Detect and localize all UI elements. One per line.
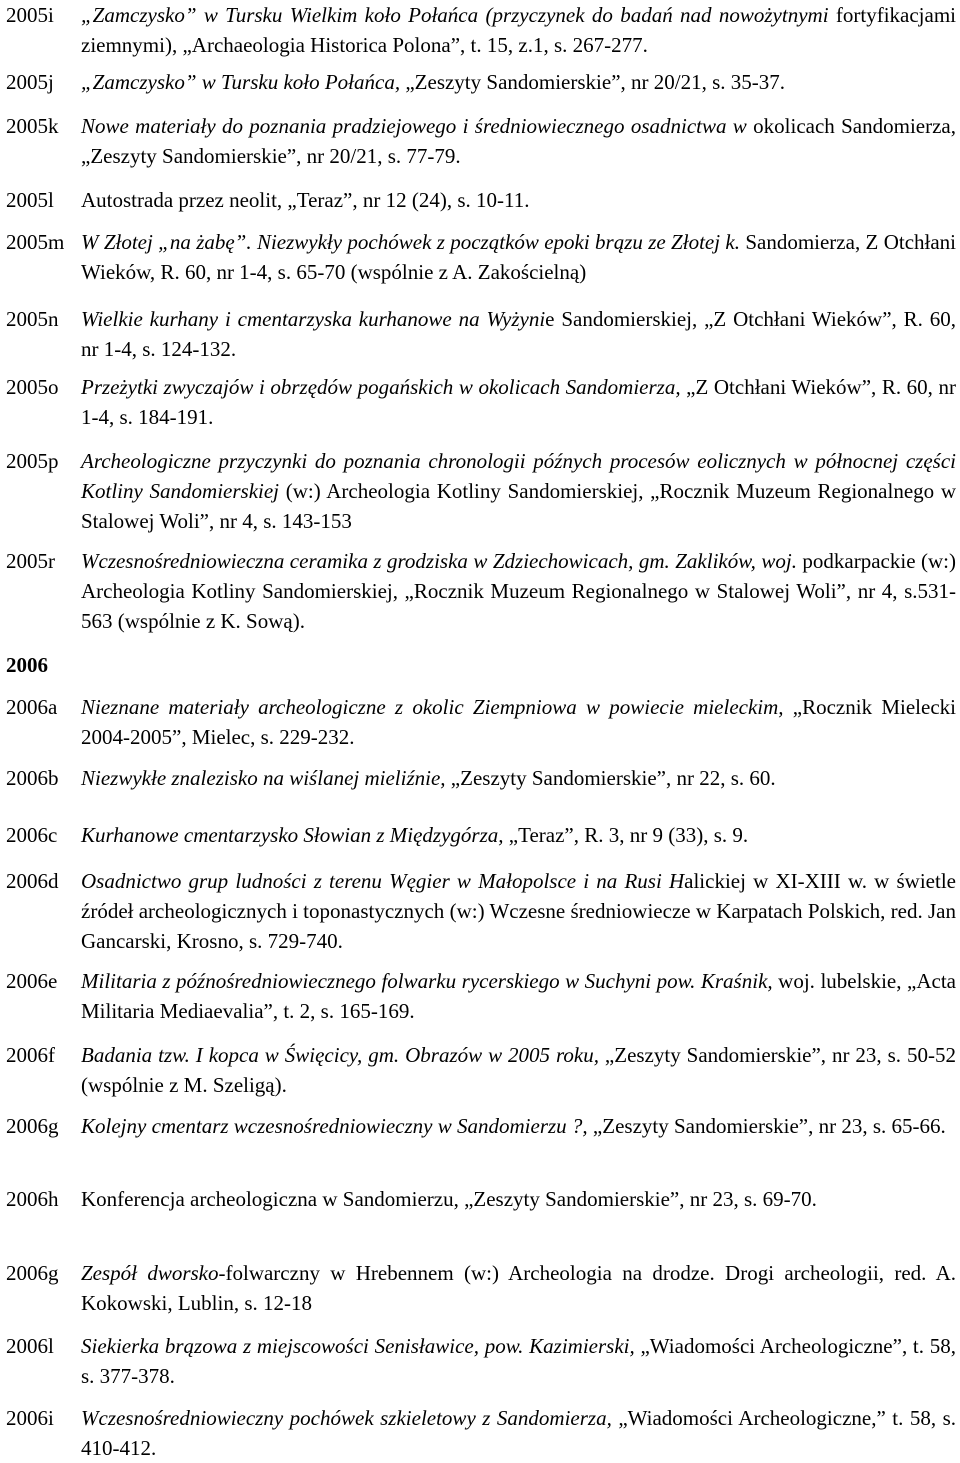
entry-source: Autostrada przez neolit, „Teraz”, nr 12 (24), s. 10-11. xyxy=(81,188,530,212)
entry-title: Przeżytki zwyczajów i obrzędów pogańskich w okolicach Sandomierza, xyxy=(81,375,681,399)
entry-2005j xyxy=(6,67,956,97)
entry-2005k xyxy=(6,111,956,171)
entry-text xyxy=(81,0,956,60)
year-heading: 2006 xyxy=(6,653,48,677)
entry-code: 2005k xyxy=(6,114,59,138)
entry-text xyxy=(81,820,956,850)
entry-text xyxy=(81,446,956,536)
entry-title: Siekierka brązowa z miejscowości Senisławice, pow. Kazimierski, xyxy=(81,1334,635,1358)
entry-code: 2005n xyxy=(6,307,59,331)
entry-source: okolicach Sandomierza, „Zeszyty Sandomierskie”, nr 20/21, s. 77-79. xyxy=(81,114,956,168)
entry-title: „Zamczysko” w Tursku koło Połańca, xyxy=(81,70,401,94)
entry-title: Osadnictwo grup ludności z terenu Węgier w Małopolsce i na Rusi H xyxy=(81,869,685,893)
entry-code: 2005l xyxy=(6,188,54,212)
entry-source: „Zeszyty Sandomierskie”, nr 23, s. 65-66. xyxy=(587,1114,946,1138)
entry-text xyxy=(81,1331,956,1391)
entry-2005l xyxy=(6,185,956,215)
entry-source: podkarpackie (w:) Archeologia Kotliny Sandomierskiej, „Rocznik Muzeum Regionalnego w Stalowej Woli”, nr 4, s.531-563 (wspólnie z K. Sową). xyxy=(81,549,956,633)
entry-2006l xyxy=(6,1331,956,1391)
entry-text xyxy=(81,372,956,432)
entry-title: „Zamczysko” w Tursku Wielkim koło Połańca (przyczynek do badań nad nowożytnymi xyxy=(81,3,829,27)
entry-text xyxy=(81,304,956,364)
entry-source: „Rocznik Mielecki 2004-2005”, Mielec, s. 229-232. xyxy=(81,695,956,749)
entry-2006i xyxy=(6,1403,956,1463)
entry-2006h xyxy=(6,1184,956,1214)
entry-code: 2006h xyxy=(6,1187,59,1211)
entry-source: „Zeszyty Sandomierskie”, nr 23, s. 50-52 (wspólnie z M. Szeligą). xyxy=(81,1043,957,1097)
entry-title: Wczesnośredniowieczna ceramika z grodziska w Zdziechowicach, gm. Zaklików, woj. xyxy=(81,549,797,573)
entry-text xyxy=(81,966,956,1026)
entry-text xyxy=(81,1040,956,1100)
entry-source: „Zeszyty Sandomierskie”, nr 22, s. 60. xyxy=(445,766,776,790)
entry-source: Sandomierza, Z Otchłani Wieków, R. 60, nr 1-4, s. 65-70 (wspólnie z A. Zakościelną) xyxy=(81,230,957,284)
entry-2005n xyxy=(6,304,956,364)
entry-code: 2005o xyxy=(6,375,59,399)
entry-text xyxy=(81,67,956,97)
entry-text xyxy=(81,1258,956,1318)
entry-title: Wielkie kurhany i cmentarzyska kurhanowe na Wyżyni xyxy=(81,307,546,331)
entry-title: Badania tzw. I kopca w Święcicy, gm. Obrazów w 2005 roku, xyxy=(81,1043,599,1067)
entry-text xyxy=(81,111,956,171)
entry-text xyxy=(81,1403,956,1463)
entry-source: -folwarczny w Hrebennem (w:) Archeologia na drodze. Drogi archeologii, red. A. Kokowski, Lublin, s. 12-18 xyxy=(81,1261,956,1315)
entry-code: 2006a xyxy=(6,695,58,719)
entry-code: 2005j xyxy=(6,70,54,94)
entry-source: Konferencja archeologiczna w Sandomierzu, „Zeszyty Sandomierskie”, nr 23, s. 69-70. xyxy=(81,1187,817,1211)
entry-title: Zespół dworsko xyxy=(81,1261,219,1285)
entry-text xyxy=(81,546,956,636)
entry-code: 2006l xyxy=(6,1334,54,1358)
entry-text xyxy=(81,1184,956,1214)
entry-2006a xyxy=(6,692,956,752)
entry-source: fortyfikacjami ziemnymi), „Archaeologia Historica Polona”, t. 15, z.1, s. 267-277. xyxy=(81,3,956,57)
entry-2005r xyxy=(6,546,956,636)
entry-code: 2006b xyxy=(6,766,59,790)
entry-text xyxy=(81,692,956,752)
entry-source: (w:) Archeologia Kotliny Sandomierskiej, „Rocznik Muzeum Regionalnego w Stalowej Woli”, nr 4, s. 143-153 xyxy=(81,479,957,533)
entry-source: woj. lubelskie, „Acta Militaria Mediaevalia”, t. 2, s. 165-169. xyxy=(81,969,956,1023)
entry-title: Nowe materiały do poznania pradziejowego i średniowiecznego osadnictwa w xyxy=(81,114,747,138)
entry-code: 2006e xyxy=(6,969,58,993)
entry-title: W Złotej „na żabę”. Niezwykły pochówek z początków epoki brązu ze Złotej k. xyxy=(81,230,740,254)
entry-2005m xyxy=(6,227,956,287)
entry-2006g-second xyxy=(6,1258,956,1318)
entry-title: Nieznane materiały archeologiczne z okolic Ziempniowa w powiecie mieleckim, xyxy=(81,695,784,719)
entry-2005o xyxy=(6,372,956,432)
entry-2006e xyxy=(6,966,956,1026)
entry-code: 2006d xyxy=(6,869,59,893)
entry-title: Militaria z późnośredniowiecznego folwarku rycerskiego w Suchyni pow. Kraśnik, xyxy=(81,969,773,993)
entry-source: „Zeszyty Sandomierskie”, nr 20/21, s. 35-37. xyxy=(400,70,786,94)
entry-2006f xyxy=(6,1040,956,1100)
entry-code: 2005p xyxy=(6,449,59,473)
entry-title: Kolejny cmentarz wczesnośredniowieczny w Sandomierzu ?, xyxy=(81,1114,588,1138)
entry-code: 2005i xyxy=(6,3,54,27)
entry-text xyxy=(81,866,956,956)
entry-2006c xyxy=(6,820,956,850)
entry-text xyxy=(81,227,956,287)
entry-title: Wczesnośredniowieczny pochówek szkieletowy z Sandomierza, xyxy=(81,1406,612,1430)
entry-code: 2006g xyxy=(6,1261,59,1285)
entry-code: 2005r xyxy=(6,549,55,573)
entry-title: Kurhanowe cmentarzysko Słowian z Międzygórza, xyxy=(81,823,504,847)
entry-code: 2006i xyxy=(6,1406,54,1430)
entry-source: alickiej w XI-XIII w. w świetle źródeł archeologicznych i toponastycznych (w:) Wczesne średniowiecze w Karpatach Polskich, red. Jan Gancarski, Krosno, s. 729-740. xyxy=(81,869,956,953)
entry-code: 2006g xyxy=(6,1114,59,1138)
entry-title: Niezwykłe znalezisko na wiślanej mieliźnie, xyxy=(81,766,446,790)
entry-text xyxy=(81,1111,956,1141)
entry-text xyxy=(81,763,956,793)
entry-source: „Z Otchłani Wieków”, R. 60, nr 1-4, s. 184-191. xyxy=(81,375,956,429)
entry-2006b xyxy=(6,763,956,793)
entry-source: „Wiadomości Archeologiczne”, t. 58, s. 377-378. xyxy=(81,1334,957,1388)
entry-2006d xyxy=(6,866,956,956)
entry-code: 2005m xyxy=(6,230,65,254)
entry-source: „Wiadomości Archeologiczne,” t. 58, s. 410-412. xyxy=(81,1406,957,1460)
entry-source: e Sandomierskiej, „Z Otchłani Wieków”, R. 60, nr 1-4, s. 124-132. xyxy=(81,307,956,361)
entry-title: Archeologiczne przyczynki do poznania chronologii późnych procesów eolicznych w północnej części Kotliny Sandomierskiej xyxy=(81,449,956,503)
entry-2006g xyxy=(6,1111,956,1141)
entry-code: 2006c xyxy=(6,823,58,847)
entry-2005i xyxy=(6,0,956,60)
entry-2005p xyxy=(6,446,956,536)
entry-source: „Teraz”, R. 3, nr 9 (33), s. 9. xyxy=(503,823,749,847)
entry-code: 2006f xyxy=(6,1043,55,1067)
entry-text xyxy=(81,185,956,215)
